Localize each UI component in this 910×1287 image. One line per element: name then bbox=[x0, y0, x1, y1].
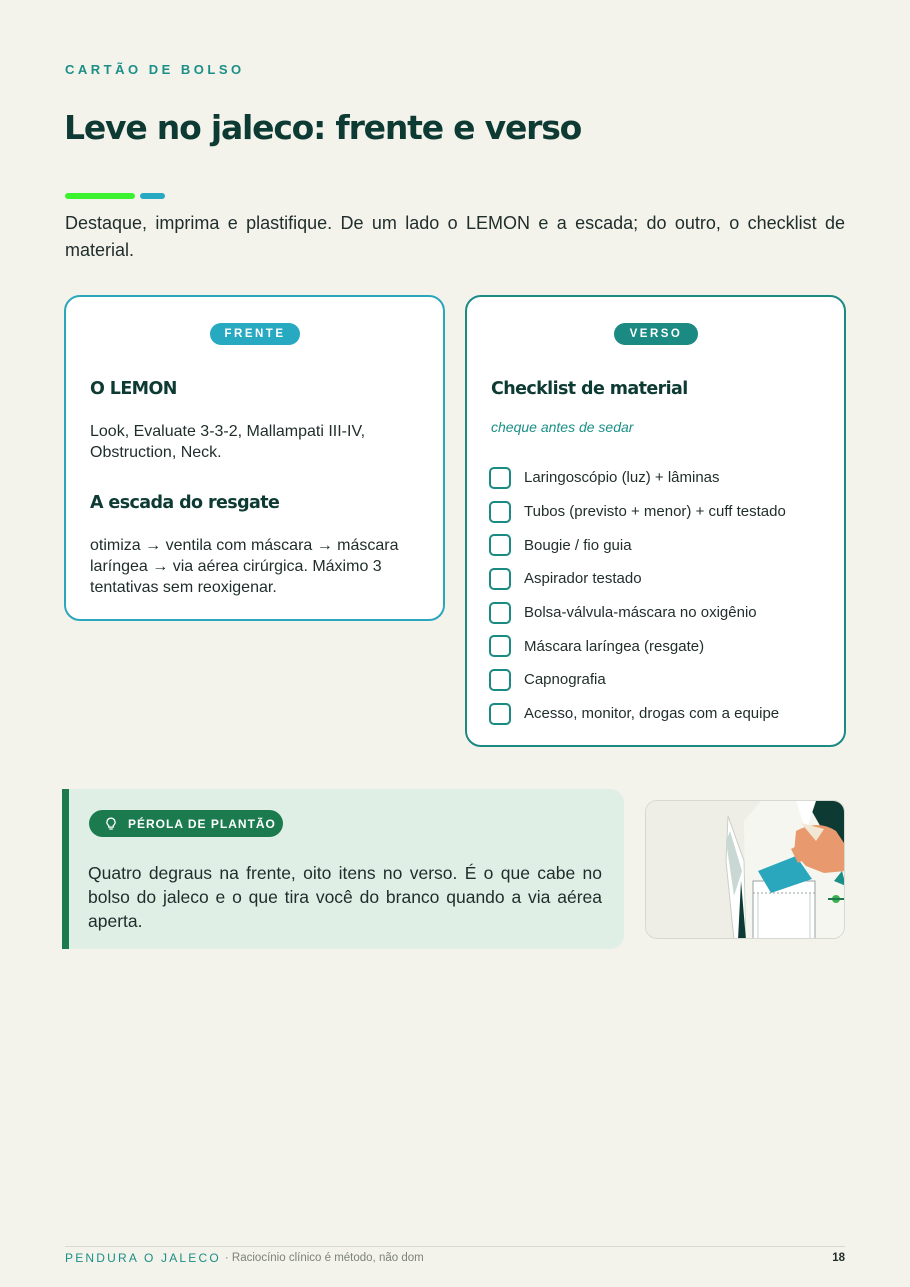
lemon-text: Look, Evaluate 3-3-2, Mallampati III-IV, Obstruction, Neck. bbox=[90, 423, 366, 461]
lightbulb-icon bbox=[104, 817, 118, 831]
checklist-item-label: Capnografia bbox=[524, 671, 606, 689]
checklist-heading: Checklist de material bbox=[491, 379, 688, 399]
footer-tagline: · Raciocínio clínico é método, não dom bbox=[224, 1252, 424, 1264]
checklist-item-label: Tubos (previsto + menor) + cuff testado bbox=[524, 503, 786, 521]
pearl-badge-label: PÉROLA DE PLANTÃO bbox=[128, 816, 276, 831]
checkbox[interactable] bbox=[489, 501, 511, 523]
front-pill: FRENTE bbox=[210, 323, 300, 345]
checklist-item-label: Bougie / fio guia bbox=[524, 536, 632, 554]
checklist-item-label: Acesso, monitor, drogas com a equipe bbox=[524, 705, 780, 723]
back-card bbox=[465, 295, 846, 747]
checklist-item-label: Bolsa-válvula-máscara no oxigênio bbox=[524, 604, 757, 622]
section-eyebrow: CARTÃO DE BOLSO bbox=[65, 62, 245, 77]
pearl-callout bbox=[62, 789, 624, 949]
page-title: Leve no jaleco: frente e verso bbox=[64, 108, 582, 147]
checklist-item bbox=[489, 461, 786, 495]
checkbox[interactable] bbox=[489, 568, 511, 590]
accent-bar-green bbox=[65, 193, 135, 199]
checkbox[interactable] bbox=[489, 467, 511, 489]
checkbox[interactable] bbox=[489, 669, 511, 691]
lemon-heading: O LEMON bbox=[90, 379, 177, 399]
checklist-item bbox=[489, 629, 786, 663]
checklist-item bbox=[489, 562, 786, 596]
checklist-item bbox=[489, 596, 786, 630]
checklist-item bbox=[489, 495, 786, 529]
pearl-badge bbox=[89, 810, 283, 837]
footer bbox=[65, 1251, 845, 1265]
front-card bbox=[64, 295, 445, 621]
checklist-item bbox=[489, 663, 786, 697]
checklist-item-label: Laringoscópio (luz) + lâminas bbox=[524, 469, 720, 487]
checkbox[interactable] bbox=[489, 703, 511, 725]
rescue-ladder-heading: A escada do resgate bbox=[90, 493, 280, 513]
intro-paragraph: Destaque, imprima e plastifique. De um lado o LEMON e a escada; do outro, o checklist de material. bbox=[65, 213, 845, 260]
accent-bar-teal bbox=[140, 193, 165, 199]
checklist-item bbox=[489, 528, 786, 562]
back-pill: VERSO bbox=[614, 323, 698, 345]
pearl-text: Quatro degraus na frente, oito itens no verso. É o que cabe no bolso do jaleco e o que tira você do branco quando a via aérea aperta. bbox=[88, 863, 602, 931]
footer-divider bbox=[65, 1246, 845, 1247]
footer-brand: PENDURA O JALECO bbox=[65, 1251, 221, 1265]
checklist-item-label: Máscara laríngea (resgate) bbox=[524, 637, 705, 655]
rescue-ladder-text: otimiza → ventila com máscara → máscara laríngea → via aérea cirúrgica. Máximo 3 tentativas sem reoxigenar. bbox=[90, 537, 399, 596]
checkbox[interactable] bbox=[489, 602, 511, 624]
checklist-item bbox=[489, 697, 786, 731]
checkbox[interactable] bbox=[489, 534, 511, 556]
checklist-item-label: Aspirador testado bbox=[524, 570, 642, 588]
checkbox[interactable] bbox=[489, 635, 511, 657]
page-number: 18 bbox=[832, 1252, 845, 1264]
checklist bbox=[489, 461, 786, 731]
checklist-subtitle: cheque antes de sedar bbox=[491, 419, 634, 435]
coat-pocket-illustration bbox=[645, 800, 845, 939]
